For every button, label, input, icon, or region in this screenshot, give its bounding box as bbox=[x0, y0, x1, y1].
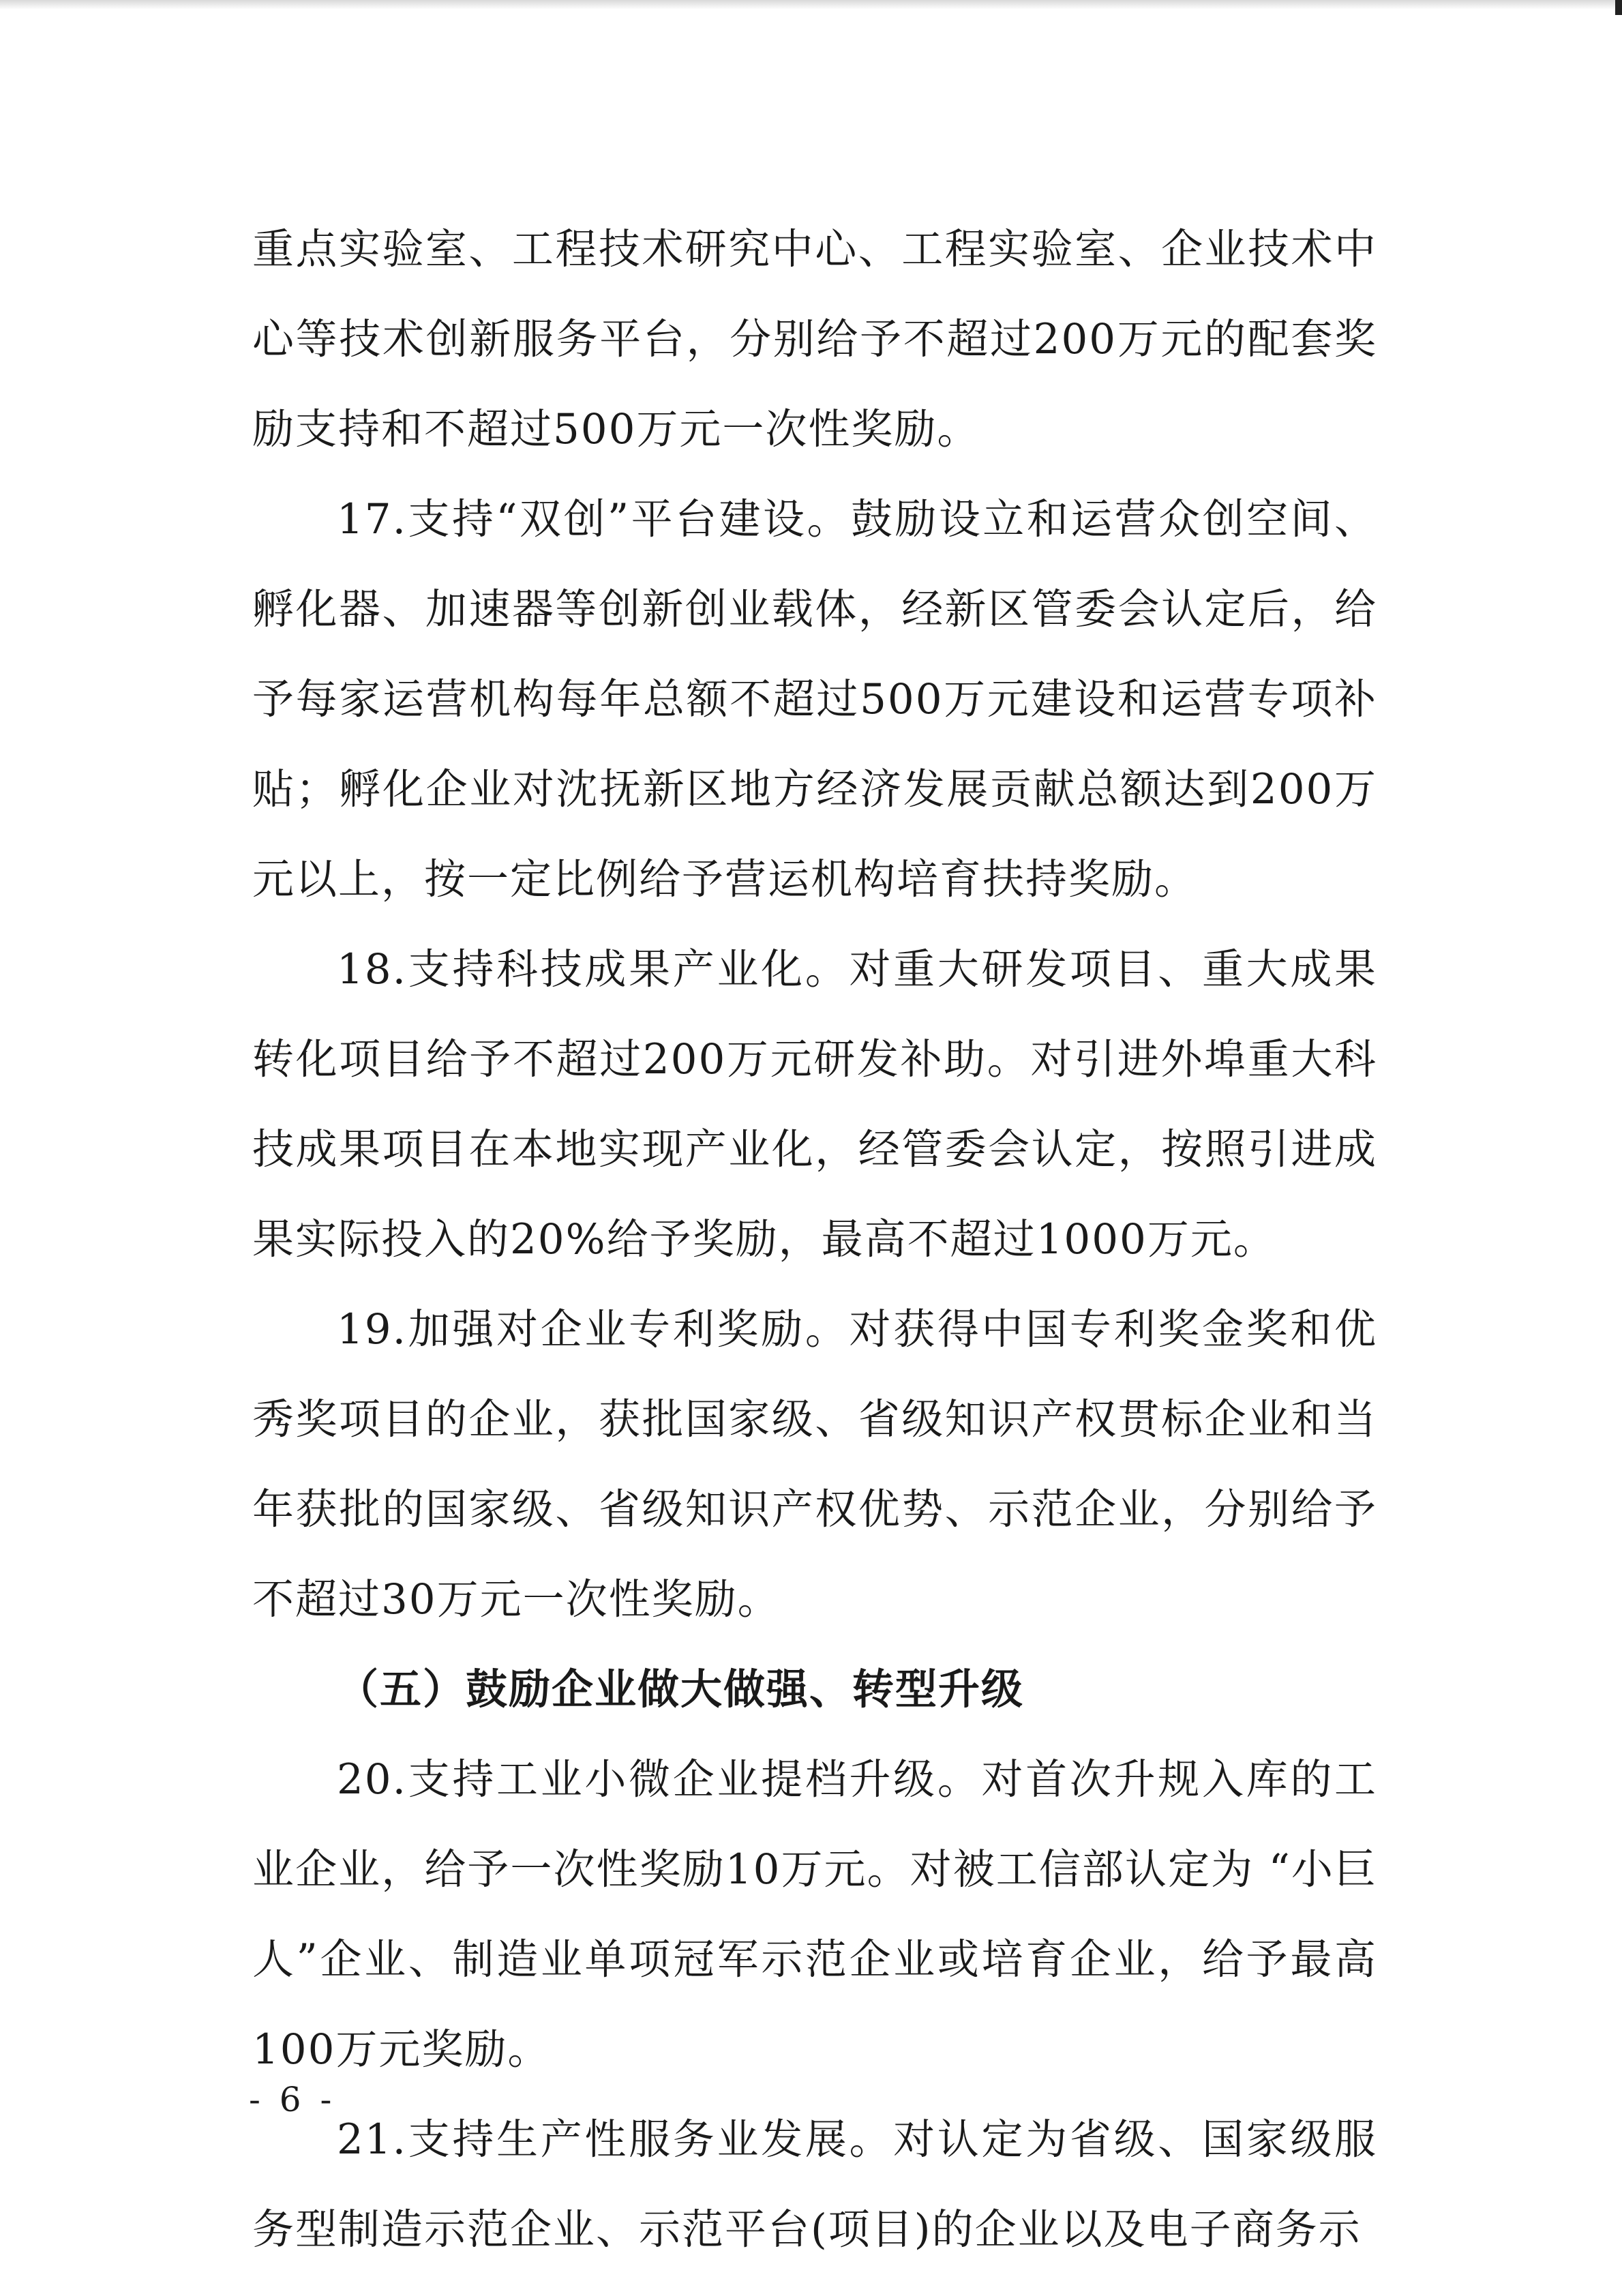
scan-corner-mark bbox=[1615, 0, 1622, 15]
paragraph-intro: 重点实验室、工程技术研究中心、工程实验室、企业技术中心等技术创新服务平台，分别给予不超过200万元的配套奖励支持和不超过500万元一次性奖励。 bbox=[252, 225, 1377, 453]
paragraph-item-21: 21.支持生产性服务业发展。对认定为省级、国家级服务型制造示范企业、示范平台(项目)的企业以及电子商务示 bbox=[252, 2115, 1377, 2254]
page-number: - 6 - bbox=[249, 2080, 336, 2119]
paragraph-item-18: 18.支持科技成果产业化。对重大研发项目、重大成果转化项目给予不超过200万元研发补助。对引进外埠重大科技成果项目在本地实现产业化，经管委会认定，按照引进成果实际投入的20%给予奖励，最高不超过1000万元。 bbox=[252, 945, 1377, 1264]
document-body bbox=[252, 205, 1377, 2275]
paragraph-item-17: 17.支持“双创”平台建设。鼓励设立和运营众创空间、孵化器、加速器等创新创业载体，经新区管委会认定后，给予每家运营机构每年总额不超过500万元建设和运营专项补贴；孵化企业对沈抚新区地方经济发展贡献总额达到200万元以上，按一定比例给予营运机构培育扶持奖励。 bbox=[252, 495, 1377, 904]
paragraph-item-19: 19.加强对企业专利奖励。对获得中国专利奖金奖和优秀奖项目的企业，获批国家级、省级知识产权贯标企业和当年获批的国家级、省级知识产权优势、示范企业，分别给予不超过30万元一次性奖励。 bbox=[252, 1305, 1377, 1624]
scan-top-edge bbox=[0, 0, 1622, 10]
section-heading: （五）鼓励企业做大做强、转型升级 bbox=[337, 1665, 1025, 1714]
paragraph-item-20: 20.支持工业小微企业提档升级。对首次升规入库的工业企业，给予一次性奖励10万元。对被工信部认定为 “小巨人”企业、制造业单项冠军示范企业或培育企业，给予最高100万元奖励。 bbox=[252, 1755, 1377, 2074]
